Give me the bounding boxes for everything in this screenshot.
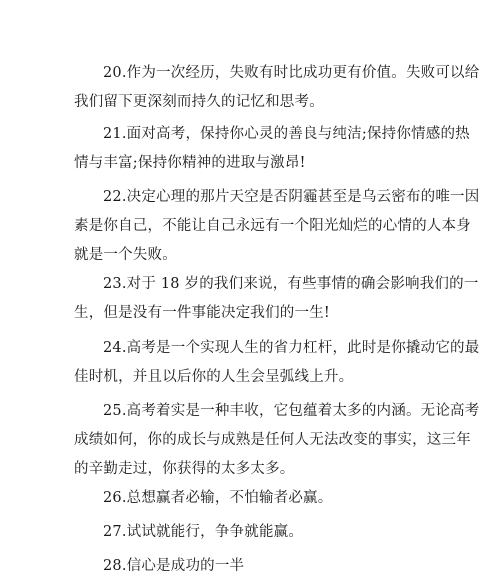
paragraph-line: 21.面对高考，保持你心灵的善良与纯洁;保持你情感的热 (103, 126, 470, 142)
paragraph-line: 26.总想赢者必输，不怕输者必赢。 (103, 490, 333, 506)
paragraph-line: 27.试试就能行，争争就能赢。 (103, 524, 304, 540)
paragraph-26 (74, 484, 434, 513)
paragraph-line: 生，但是没有一件事能决定我们的一生! (74, 305, 330, 321)
paragraph-20 (74, 59, 480, 117)
paragraph-line: 就是一个失败。 (74, 247, 177, 263)
paragraph-24 (74, 334, 480, 392)
paragraph-line: 28.信心是成功的一半 (103, 558, 245, 574)
paragraph-line: 的辛勤走过，你获得的太多太多。 (74, 461, 295, 477)
paragraph-line: 素是你自己，不能让自己永远有一个阳光灿烂的心情的人本身 (74, 218, 471, 234)
paragraph-line: 25.高考着实是一种丰收，它包蕴着太多的内涵。无论高考 (103, 403, 480, 419)
paragraph-23 (74, 270, 479, 328)
paragraph-line: 情与丰富;保持你精神的进取与激昂! (74, 155, 306, 171)
paragraph-22 (74, 183, 480, 270)
paragraph-25 (74, 397, 480, 484)
paragraph-line: 成绩如何，你的成长与成熟是任何人无法改变的事实，这三年 (74, 432, 471, 448)
paragraph-line: 佳时机，并且以后你的人生会呈弧线上升。 (74, 369, 354, 385)
paragraph-line: 我们留下更深刻而持久的记忆和思考。 (74, 94, 324, 110)
paragraph-28 (74, 552, 434, 581)
paragraph-line: 20.作为一次经历，失败有时比成功更有价值。失败可以给 (103, 65, 480, 81)
paragraph-27 (74, 518, 434, 547)
paragraph-line: 23.对于 18 岁的我们来说，有些事情的确会影响我们的一 (103, 276, 479, 292)
paragraph-21 (74, 120, 470, 178)
paragraph-line: 24.高考是一个实现人生的省力杠杆，此时是你撬动它的最 (103, 340, 480, 356)
paragraph-line: 22.决定心理的那片天空是否阴霾甚至是乌云密布的唯一因 (103, 189, 480, 205)
